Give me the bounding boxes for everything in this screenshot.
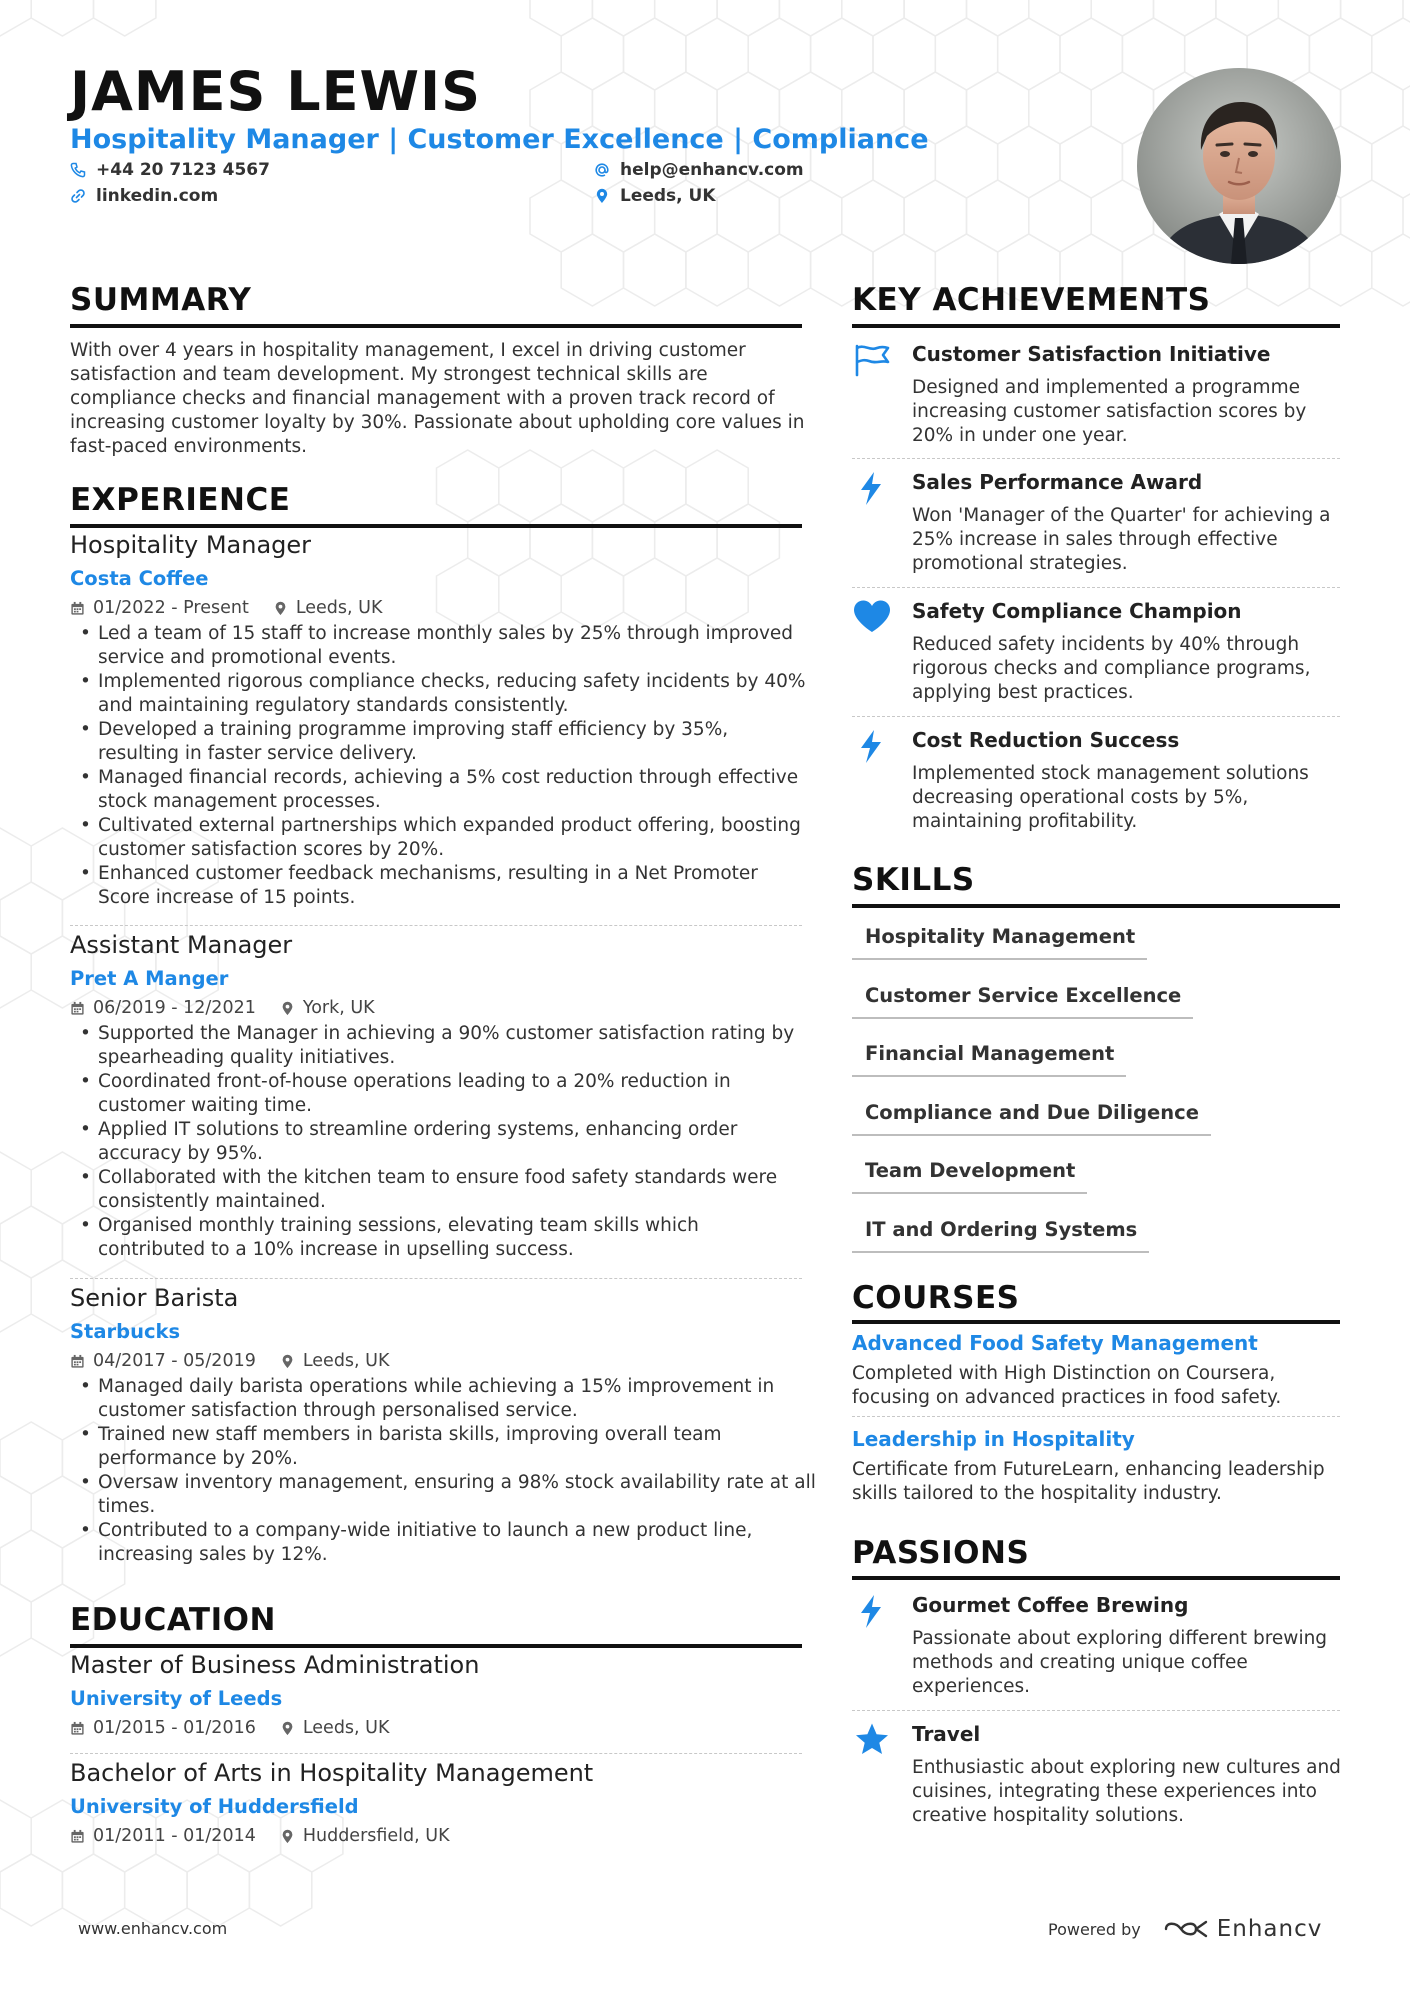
job-title: Assistant Manager	[70, 931, 293, 959]
course-description-line: Completed with High Distinction on Coursera,	[852, 1363, 1276, 1384]
achievements-description-line: increasing customer satisfaction scores by	[912, 401, 1307, 422]
passions-title: Travel	[912, 1722, 981, 1746]
skills-rule	[852, 904, 1340, 908]
location-contact	[594, 186, 716, 206]
achievements-title: Sales Performance Award	[912, 470, 1203, 494]
company-name: Costa Coffee	[70, 567, 209, 590]
entry-separator	[70, 925, 802, 926]
course-description	[852, 1362, 1281, 1410]
job-bullet	[70, 1423, 722, 1471]
job-bullet	[70, 622, 793, 670]
skill-tag: Compliance and Due Diligence	[852, 1101, 1211, 1136]
job-bullet	[70, 1214, 699, 1262]
lightning-icon	[852, 728, 892, 764]
education-dates-text: 01/2011 - 01/2014	[93, 1826, 256, 1846]
achievements-item	[852, 728, 1340, 840]
achievements-description-line: maintaining profitability.	[912, 811, 1138, 832]
education-heading: EDUCATION	[70, 1602, 276, 1638]
job-bullet-line: accuracy by 95%.	[98, 1143, 263, 1164]
education-location-text: Leeds, UK	[302, 1718, 390, 1738]
profile-photo	[1137, 68, 1341, 264]
experience-heading: EXPERIENCE	[70, 482, 291, 518]
passions-description-line: methods and creating unique coffee	[912, 1652, 1248, 1673]
education-meta	[70, 1825, 802, 1847]
achievements-item	[852, 470, 1340, 582]
course-description	[852, 1458, 1325, 1506]
job-bullet	[70, 670, 805, 718]
link-icon	[70, 188, 86, 204]
job-meta	[70, 597, 802, 619]
skill-tag: Financial Management	[852, 1042, 1126, 1077]
job-dates-text: 06/2019 - 12/2021	[93, 998, 256, 1018]
job-bullet-line: resulting in faster service delivery.	[98, 743, 417, 764]
job-bullet	[70, 1166, 777, 1214]
summary-line: compliance checks and financial management with a proven track record of	[70, 388, 775, 409]
job-bullet-line: • Oversaw inventory management, ensuring a 98% stock availability rate at all	[98, 1472, 816, 1493]
linkedin-contact[interactable]	[70, 186, 218, 206]
courses-heading: COURSES	[852, 1280, 1020, 1316]
location-pin-icon	[280, 1354, 295, 1369]
summary-line: With over 4 years in hospitality management, I excel in driving customer	[70, 340, 746, 361]
calendar-icon	[70, 1829, 85, 1844]
job-title: Senior Barista	[70, 1284, 239, 1312]
location-text: Leeds, UK	[620, 186, 716, 206]
passions-heading: PASSIONS	[852, 1535, 1030, 1571]
job-bullet-line: • Cultivated external partnerships which expanded product offering, boosting	[98, 815, 801, 836]
summary-rule	[70, 324, 802, 328]
job-location	[280, 997, 375, 1019]
achievements-title: Safety Compliance Champion	[912, 599, 1242, 623]
achievements-description-line: Implemented stock management solutions	[912, 763, 1309, 784]
school-name: University of Leeds	[70, 1687, 283, 1710]
job-bullets	[70, 1022, 802, 1262]
passions-description	[912, 1627, 1327, 1699]
achievements-item	[852, 342, 1340, 454]
calendar-icon	[70, 1001, 85, 1016]
job-bullet-line: customer satisfaction through personalised service.	[98, 1400, 578, 1421]
entry-separator	[70, 1753, 802, 1754]
lightning-icon	[852, 470, 892, 506]
summary-heading: SUMMARY	[70, 282, 252, 318]
enhancv-logo-icon	[1163, 1918, 1209, 1940]
company-name: Starbucks	[70, 1320, 181, 1343]
achievements-item	[852, 599, 1340, 711]
location-pin-icon	[280, 1001, 295, 1016]
calendar-icon	[70, 1721, 85, 1736]
passions-description	[912, 1756, 1341, 1828]
course-description-line: skills tailored to the hospitality industry.	[852, 1483, 1222, 1504]
course-title[interactable]: Advanced Food Safety Management	[852, 1331, 1258, 1355]
job-bullet-line: • Managed financial records, achieving a 5% cost reduction through effective	[98, 767, 799, 788]
achievements-description	[912, 762, 1309, 834]
education-entry	[70, 1650, 802, 1739]
course-title[interactable]: Leadership in Hospitality	[852, 1427, 1135, 1451]
job-location-text: Leeds, UK	[302, 1351, 390, 1371]
email-address[interactable]: help@enhancv.com	[620, 160, 804, 180]
job-bullet-line: • Managed daily barista operations while achieving a 15% improvement in	[98, 1376, 775, 1397]
achievements-title: Customer Satisfaction Initiative	[912, 342, 1271, 366]
course-description-line: Certificate from FutureLearn, enhancing leadership	[852, 1459, 1325, 1480]
summary-line: increasing customer loyalty by 30%. Passionate about upholding core values in	[70, 412, 805, 433]
education-meta	[70, 1717, 802, 1739]
job-dates-text: 04/2017 - 05/2019	[93, 1351, 256, 1371]
skill-tag: Team Development	[852, 1159, 1087, 1194]
entry-separator	[852, 587, 1340, 588]
candidate-headline: Hospitality Manager | Customer Excellence | Compliance	[70, 124, 929, 155]
at-sign-icon	[594, 162, 610, 178]
star-icon	[852, 1722, 892, 1758]
linkedin-url[interactable]: linkedin.com	[96, 186, 219, 206]
job-bullets	[70, 1375, 816, 1567]
job-dates	[70, 597, 249, 619]
entry-separator	[852, 1416, 1340, 1417]
company-name: Pret A Manger	[70, 967, 229, 990]
job-bullet-line: • Contributed to a company-wide initiative to launch a new product line,	[98, 1520, 753, 1541]
summary-line: satisfaction and team development. My strongest technical skills are	[70, 364, 708, 385]
location-pin-icon	[594, 188, 610, 204]
achievements-description-line: applying best practices.	[912, 682, 1134, 703]
candidate-name: JAMES LEWIS	[70, 60, 482, 123]
achievements-description-line: promotional strategies.	[912, 553, 1128, 574]
achievements-description-line: rigorous checks and compliance programs,	[912, 658, 1311, 679]
education-entry	[70, 1758, 802, 1847]
achievements-description	[912, 504, 1330, 576]
job-bullets	[70, 622, 806, 910]
achievements-description-line: Won 'Manager of the Quarter' for achieving a	[912, 505, 1331, 526]
job-bullet-line: stock management processes.	[98, 791, 381, 812]
degree-title: Master of Business Administration	[70, 1651, 480, 1679]
education-dates	[70, 1717, 256, 1739]
experience-entry	[70, 530, 806, 910]
education-location-text: Huddersfield, UK	[302, 1826, 450, 1846]
skill-tag: Customer Service Excellence	[852, 984, 1193, 1019]
job-bullet	[70, 814, 801, 862]
job-bullet-line: • Led a team of 15 staff to increase monthly sales by 25% through improved	[98, 623, 794, 644]
job-bullet	[70, 1022, 794, 1070]
job-bullet-line: consistently maintained.	[98, 1191, 326, 1212]
skills-heading: SKILLS	[852, 862, 975, 898]
job-bullet-line: performance by 20%.	[98, 1448, 298, 1469]
passions-description-line: cuisines, integrating these experiences into	[912, 1781, 1318, 1802]
achievements-description	[912, 376, 1306, 448]
entry-separator	[70, 1278, 802, 1279]
job-bullet-line: spearheading quality initiatives.	[98, 1047, 396, 1068]
job-dates	[70, 1350, 256, 1372]
email-contact[interactable]	[594, 160, 804, 180]
job-bullet-line: Score increase of 15 points.	[98, 887, 356, 908]
job-meta	[70, 1350, 802, 1372]
job-bullet-line: customer waiting time.	[98, 1095, 313, 1116]
passions-title: Gourmet Coffee Brewing	[912, 1593, 1189, 1617]
achievements-heading: KEY ACHIEVEMENTS	[852, 282, 1211, 318]
job-bullet	[70, 1375, 774, 1423]
job-bullet-line: • Collaborated with the kitchen team to ensure food safety standards were	[98, 1167, 778, 1188]
passions-item	[852, 1593, 1340, 1705]
job-meta	[70, 997, 802, 1019]
achievements-description-line: 20% in under one year.	[912, 425, 1128, 446]
location-pin-icon	[273, 601, 288, 616]
passions-rule	[852, 1576, 1340, 1580]
job-bullet-line: service and promotional events.	[98, 647, 397, 668]
skill-tag: Hospitality Management	[852, 925, 1147, 960]
achievements-description	[912, 633, 1310, 705]
education-dates	[70, 1825, 256, 1847]
heart-icon	[852, 599, 892, 635]
experience-entry	[70, 1283, 816, 1567]
summary-line: fast-paced environments.	[70, 436, 308, 457]
job-bullet	[70, 1070, 731, 1118]
job-bullet-line: • Organised monthly training sessions, elevating team skills which	[98, 1215, 699, 1236]
job-dates-text: 01/2022 - Present	[93, 598, 249, 618]
job-bullet-line: • Supported the Manager in achieving a 90% customer satisfaction rating by	[98, 1023, 795, 1044]
education-location	[280, 1825, 450, 1847]
skill-tag: IT and Ordering Systems	[852, 1218, 1149, 1253]
job-bullet-line: • Coordinated front-of-house operations leading to a 20% reduction in	[98, 1071, 731, 1092]
experience-entry	[70, 930, 802, 1262]
course-description-line: focusing on advanced practices in food safety.	[852, 1387, 1282, 1408]
job-bullet	[70, 862, 758, 910]
entry-separator	[852, 458, 1340, 459]
calendar-icon	[70, 1354, 85, 1369]
achievements-title: Cost Reduction Success	[912, 728, 1180, 752]
job-location-text: York, UK	[302, 998, 375, 1018]
job-bullet-line: • Enhanced customer feedback mechanisms, resulting in a Net Promoter	[98, 863, 758, 884]
achievements-description-line: 25% increase in sales through effective	[912, 529, 1278, 550]
footer-website[interactable]: www.enhancv.com	[78, 1919, 228, 1938]
education-location	[280, 1717, 390, 1739]
powered-by-label: Powered by	[1048, 1919, 1141, 1939]
flag-icon	[852, 342, 892, 378]
enhancv-logo[interactable]	[1163, 1916, 1323, 1942]
job-dates	[70, 997, 256, 1019]
passions-description-line: Enthusiastic about exploring new cultures and	[912, 1757, 1341, 1778]
job-bullet-line: • Implemented rigorous compliance checks, reducing safety incidents by 40%	[98, 671, 806, 692]
job-bullet-line: customer satisfaction scores by 20%.	[98, 839, 445, 860]
location-pin-icon	[280, 1829, 295, 1844]
job-location	[280, 1350, 390, 1372]
achievements-description-line: decreasing operational costs by 5%,	[912, 787, 1249, 808]
school-name: University of Huddersfield	[70, 1795, 359, 1818]
passions-item	[852, 1722, 1340, 1834]
experience-rule	[70, 524, 802, 528]
education-dates-text: 01/2015 - 01/2016	[93, 1718, 256, 1738]
job-bullet	[70, 718, 728, 766]
calendar-icon	[70, 601, 85, 616]
job-bullet-line: increasing sales by 12%.	[98, 1544, 328, 1565]
degree-title: Bachelor of Arts in Hospitality Management	[70, 1759, 594, 1787]
job-bullet-line: • Trained new staff members in barista skills, improving overall team	[98, 1424, 722, 1445]
brand-name: Enhancv	[1216, 1916, 1323, 1942]
passions-description-line: experiences.	[912, 1676, 1031, 1697]
job-bullet-line: contributed to a 10% increase in upselling success.	[98, 1239, 574, 1260]
job-bullet	[70, 766, 798, 814]
job-title: Hospitality Manager	[70, 531, 312, 559]
phone-contact	[70, 160, 270, 180]
passions-description-line: Passionate about exploring different brewing	[912, 1628, 1328, 1649]
phone-icon	[70, 162, 86, 178]
job-bullet-line: times.	[98, 1496, 156, 1517]
job-bullet-line: • Applied IT solutions to streamline ordering systems, enhancing order	[98, 1119, 738, 1140]
job-bullet-line: and maintaining regulatory standards consistently.	[98, 695, 569, 716]
job-bullet	[70, 1118, 737, 1166]
entry-separator	[852, 1710, 1340, 1711]
phone-number: +44 20 7123 4567	[96, 160, 270, 180]
education-rule	[70, 1644, 802, 1648]
achievements-description-line: Designed and implemented a programme	[912, 377, 1300, 398]
passions-description-line: creative hospitality solutions.	[912, 1805, 1184, 1826]
entry-separator	[852, 716, 1340, 717]
courses-rule	[852, 1320, 1340, 1324]
achievements-rule	[852, 324, 1340, 328]
footer-branding	[1048, 1916, 1322, 1942]
job-bullet	[70, 1519, 752, 1567]
location-pin-icon	[280, 1721, 295, 1736]
job-location	[273, 597, 383, 619]
job-location-text: Leeds, UK	[295, 598, 383, 618]
job-bullet	[70, 1471, 816, 1519]
job-bullet-line: • Developed a training programme improving staff efficiency by 35%,	[98, 719, 729, 740]
achievements-description-line: Reduced safety incidents by 40% through	[912, 634, 1300, 655]
lightning-icon	[852, 1593, 892, 1629]
